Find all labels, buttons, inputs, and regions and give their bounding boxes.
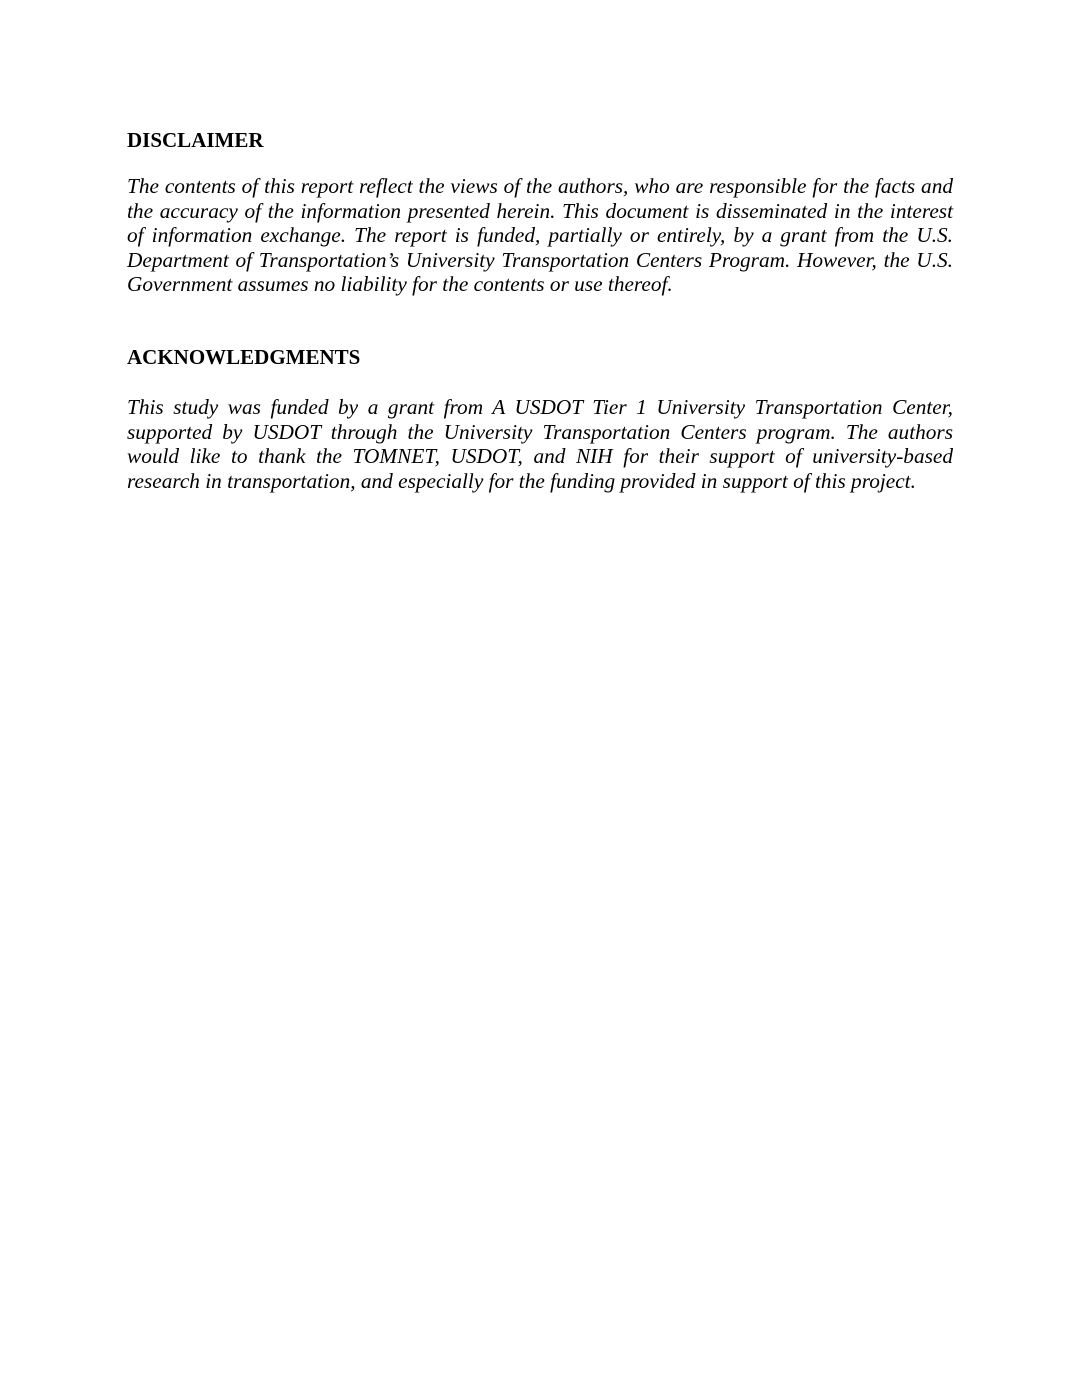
- acknowledgments-section: [127, 345, 953, 493]
- acknowledgments-heading: ACKNOWLEDGMENTS: [127, 345, 361, 369]
- disclaimer-section: [127, 128, 953, 297]
- disclaimer-heading: DISCLAIMER: [127, 128, 264, 152]
- acknowledgments-text: This study was funded by a grant from A USDOT Tier 1 University Transportation Center, supported by USDOT through the University Transportation Centers program. The authors would like to thank the TOMNET, USDOT, and NIH for their support of university-based research in transportation, and especially for the funding provided in support of this project.: [127, 395, 953, 493]
- disclaimer-text: The contents of this report reflect the views of the authors, who are responsible for the facts and the accuracy of the information presented herein. This document is disseminated in the interest of information exchange. The report is funded, partially or entirely, by a grant from the U.S. Department of Transportation’s University Transportation Centers Program. However, the U.S. Government assumes no liability for the contents or use thereof.: [127, 174, 953, 296]
